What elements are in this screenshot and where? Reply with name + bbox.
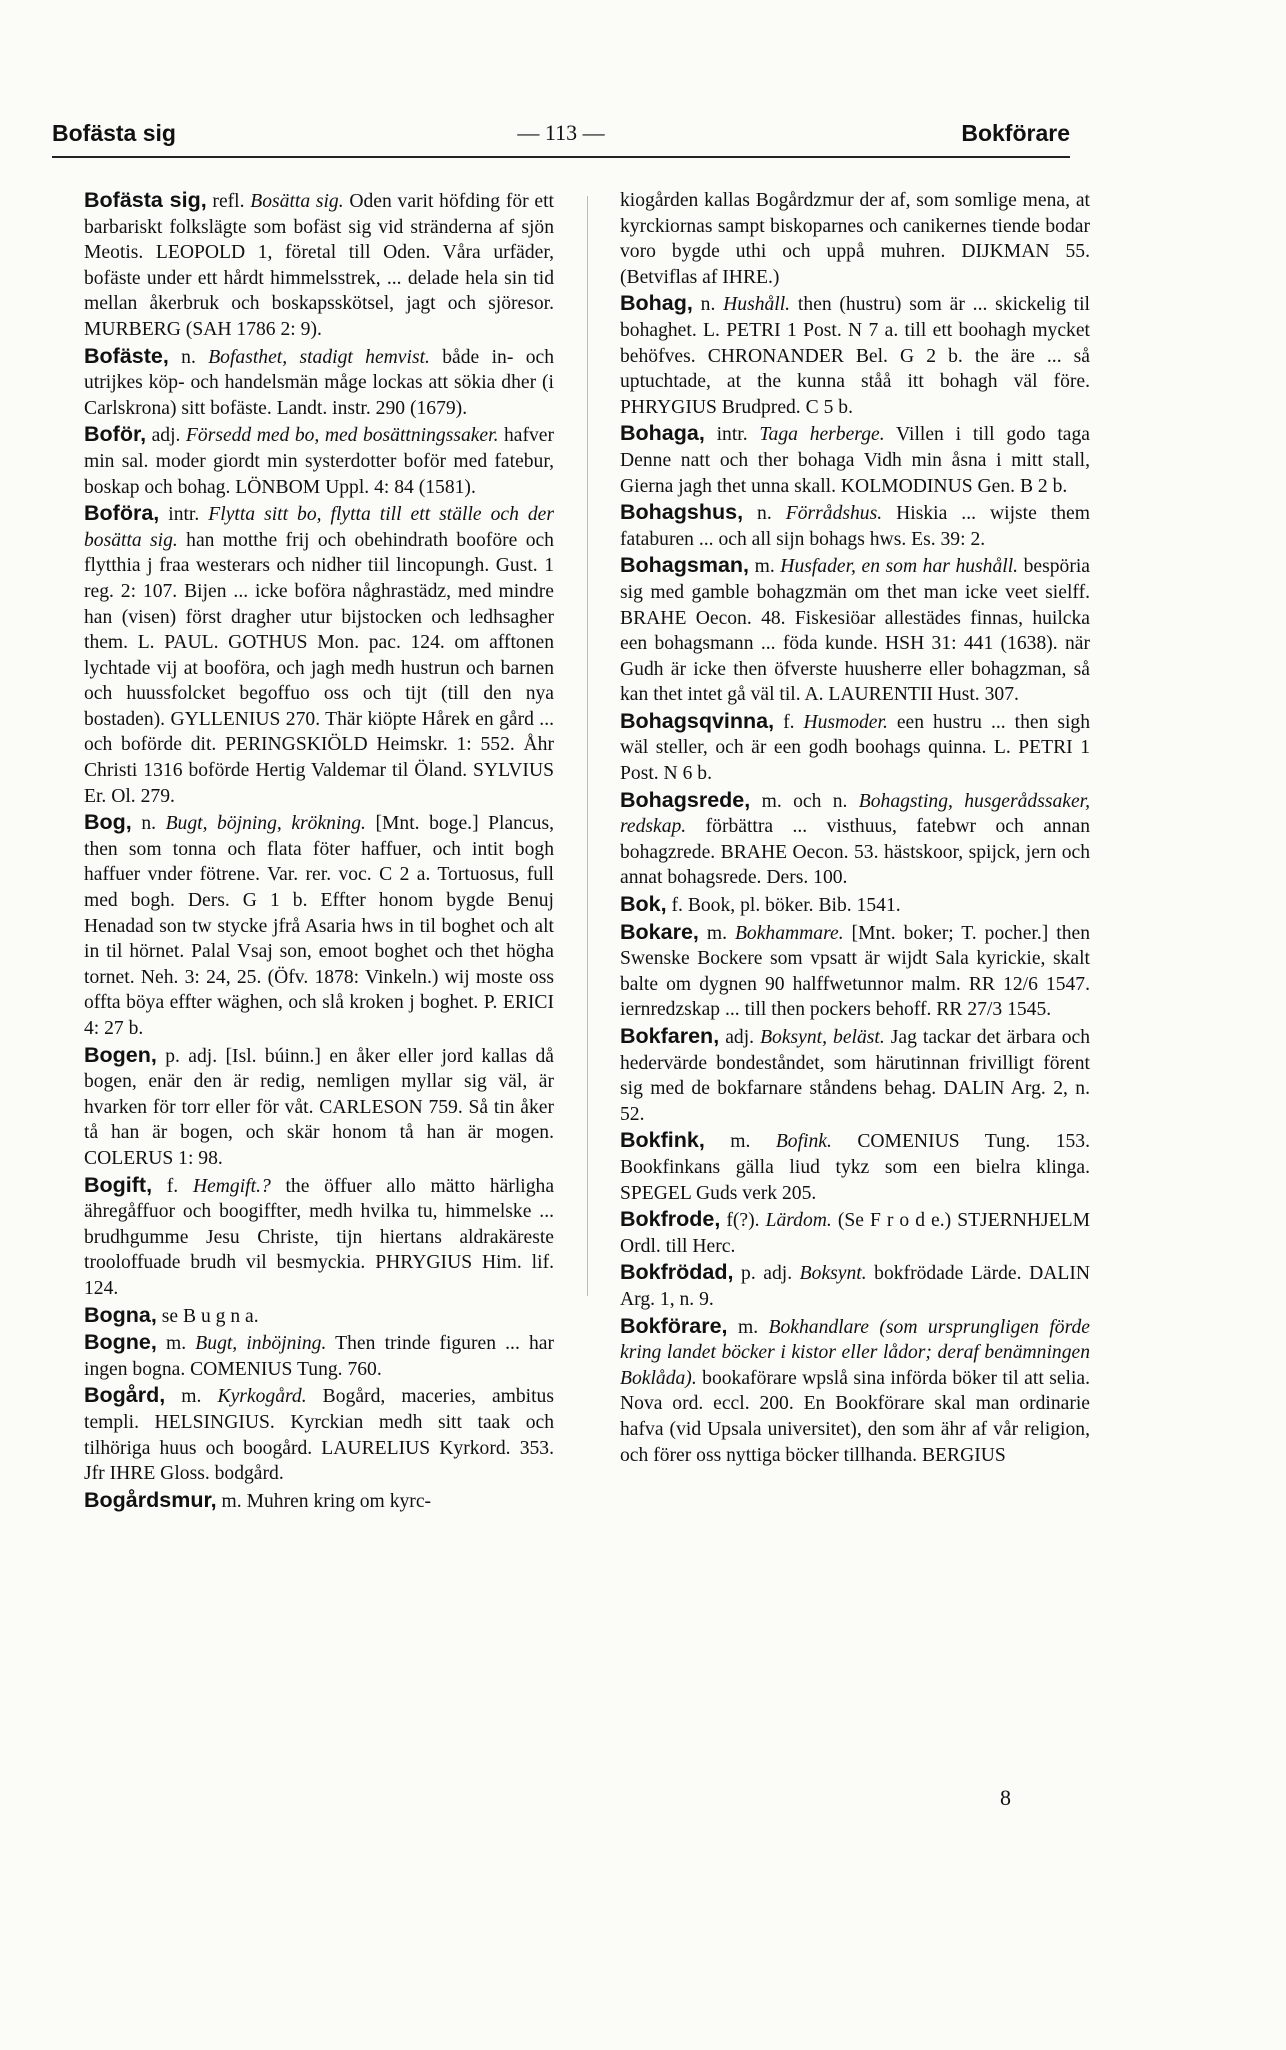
entry-citations: han motthe frij och obehindrath booföre och flytthia j fraa westerars och nidher tiil lincopungh. Gust. 1 reg. 2: 107. Bijen ... icke boföra någhrastädz, med mindre han (visen) först dragher utur bijstocken och ledhsagher them. L. PAUL. GOTHUS Mon. pac. 124. om afftonen lychtade vij at booföra, och jagh medh hustrun och barnen och huussfolcket begoffuo oss och tijt (till den nya bostaden). GYLLENIUS 270. Thär kiöpte Hårek en gård ... och boförde dit. PERINGSKIÖLD Heimskr. 1: 552. Åhr Christi 1316 boförde Hertig Valdemar til Öland. SYLVIUS Er. Ol. 279.	[84, 529, 554, 807]
entry-headword: Bok,	[620, 892, 667, 917]
entry-grammar: m.	[156, 1333, 187, 1355]
dictionary-entry	[620, 553, 1090, 708]
sheet-signature-number: 8	[1000, 1785, 1011, 1810]
entry-grammar: m.	[698, 922, 727, 944]
entry-citations: Hiskia ... wijste them fataburen ... och all sijn bohags hws. Es. 39: 2.	[620, 503, 1090, 550]
entry-headword: Bokförare,	[620, 1313, 728, 1338]
entry-headword: Boför,	[84, 422, 147, 447]
entry-continuation: kiogården kallas Bogårdzmur der af, som somlige mena, at kyrckiornas sampt biskoparnes och canikernes tiende bodar voro bygde uthi och uppå muhren. DIJKMAN 55. (Betviflas af IHRE.)	[620, 190, 1090, 288]
entry-definition: Taga herberge.	[747, 424, 885, 446]
entry-grammar: se	[156, 1305, 179, 1327]
entry-grammar: m. och n.	[750, 790, 848, 812]
entry-headword: Bokare,	[620, 919, 699, 944]
entry-grammar: f.	[666, 895, 683, 917]
running-head-last-word: Bokförare	[961, 120, 1070, 146]
entry-grammar: m.	[165, 1386, 202, 1408]
entry-citations: Villen i till godo taga Denne natt och ther bohaga Vidh min åsna i mitt stall, Gierna jagh thet unna skall. KOLMODINUS Gen. B 2 b.	[620, 424, 1090, 497]
entry-grammar: n.	[743, 503, 772, 525]
entry-grammar: p. adj.	[156, 1045, 218, 1067]
entry-headword: Bokfrode,	[620, 1207, 721, 1232]
entry-citations: COMENIUS Tung. 153. Bookfinkans gälla liud tykz som een bielra klinga. SPEGEL Guds verk 205.	[620, 1131, 1091, 1204]
entry-citations: Book, pl. böker. Bib. 1541.	[682, 895, 901, 917]
entry-grammar: m.	[727, 1316, 759, 1338]
entry-citations: bookaförare wpslå sina införda böker til att selia. Nova ord. eccl. 200. En Bookförare skal man ordinarie hafva (vid Upsala universitet), den som ähr af vår religion, och förer oss nyttiga böcker tillhanda. BERGIUS	[620, 1367, 1090, 1466]
entry-grammar: refl.	[206, 191, 245, 212]
entry-headword: Bohag,	[620, 291, 693, 316]
page-number: — 113 —	[517, 120, 605, 145]
dictionary-entry	[620, 1207, 1090, 1259]
running-head-first-word: Bofästa sig	[52, 120, 176, 146]
entry-definition: Bosätta sig.	[244, 191, 344, 212]
entry-citations: Muhren kring om kyrc-	[241, 1490, 432, 1512]
entry-grammar: intr.	[704, 424, 748, 446]
entry-citations: een hustru ... then sigh wäl steller, och är een godh boohags quinna. L. PETRI 1 Post. N 6 b.	[620, 711, 1090, 785]
entry-citations: bespöria sig med gamble bohagzmän om thet man icke veet sielff. BRAHE Oecon. 48. Fiskesiöar allestädes finnas, huilcka een bohagsmann ... föda kunde. HSH 31: 441 (1638). när Gudh är icke then öfverste huusherre eller bohagzman, så kan thet intet gå väl til. A. LAURENTII Hust. 307.	[620, 556, 1090, 706]
entry-headword: Bofäste,	[84, 343, 169, 368]
entry-definition: Husfader, en som har hushåll.	[774, 556, 1019, 578]
entry-definition: Kyrkogård.	[201, 1386, 307, 1408]
dictionary-entry	[84, 1488, 554, 1515]
dictionary-entry	[620, 1128, 1090, 1206]
entry-grammar: m.	[216, 1490, 242, 1512]
running-head	[52, 116, 1070, 150]
dictionary-entry	[620, 1024, 1090, 1127]
entry-definition: Bokhandlare (som ursprungligen förde kring landet böcker i kistor eller lådor; deraf benämningen Boklåda).	[620, 1316, 1090, 1389]
entry-citations: Oden varit höfding för ett barbariskt folkslägte som bofäst sig vid stränderna af sjön Meotis. LEOPOLD 1, företal till Oden. Våra urfäder, bofäste under ett hårdt himmelsstrek, ... delade hela sin tid mellan åkerbruk och boskapsskötsel, jagt och sjöresor. MURBERG (SAH 1786 2: 9).	[84, 191, 554, 340]
dictionary-entry	[620, 1260, 1090, 1312]
entry-definition: Boksynt, beläst.	[754, 1027, 885, 1048]
entry-grammar: f.	[152, 1175, 179, 1197]
entry-headword: Bohagshus,	[620, 500, 744, 525]
entry-citations: både in- och utrijkes köp- och handelsmän måge lockas att sökia dher (i Carlskrona) sitt bofäste. Landt. instr. 290 (1679).	[84, 346, 554, 419]
entry-definition: Hemgift.?	[178, 1175, 271, 1197]
entry-definition: Försedd med bo, med bosättningssaker.	[180, 425, 499, 447]
entry-definition: Bokhammare.	[726, 922, 844, 944]
left-column	[84, 188, 554, 1515]
dictionary-entry	[84, 188, 554, 343]
dictionary-entry	[84, 1383, 554, 1486]
dictionary-entry	[620, 1314, 1090, 1469]
entry-citations: [Mnt. boge.] Plancus, then som tonna och flata föter haffuer, och intit bogh haffuer vnder fötrene. Var. rer. voc. C 2 a. Tortuosus, full med bogh. Ders. G 1 b. Effter honom bygde Benuj Henadad son tw stycke jfrå Asaria hws in til boghet och alt in til hörnet. Palal Vsaj son, emoot boghet och thet högha tornet. Neh. 3: 24, 25. (Öfv. 1878: Vinkeln.) wij moste oss offta böya effter wäghen, och slå kroken j boghet. P. ERICI 4: 27 b.	[84, 813, 554, 1039]
entry-grammar: m.	[704, 1131, 751, 1153]
entry-grammar: intr.	[159, 504, 200, 526]
entry-citations: B u g n a.	[178, 1305, 259, 1327]
dictionary-entry	[84, 422, 554, 500]
entry-grammar: adj.	[146, 425, 181, 447]
entry-definition: Flytta sitt bo, flytta till ett ställe och der bosätta sig.	[84, 504, 554, 551]
entry-citations: the öffuer allo mätto härligha ähregåffuor och boogiffter, medh hvilka tu, himmelske ... brudhgumme Jesu Christe, tijn hiertans aldrakäreste trooloffuade brudh vil besmyckia. PHRYGIUS Him. lif. 124.	[84, 1175, 555, 1299]
dictionary-entry	[620, 920, 1090, 1023]
dictionary-entry	[84, 1173, 554, 1302]
entry-definition: Bofink.	[750, 1131, 832, 1153]
entry-grammar: p. adj.	[733, 1263, 793, 1285]
entry-headword: Bogift,	[84, 1172, 153, 1197]
entry-headword: Bogårdsmur,	[84, 1487, 217, 1512]
entry-headword: Bohagsman,	[620, 553, 750, 578]
entry-citations: (Se F r o d e.) STJERNHJELM Ordl. till Herc.	[620, 1210, 1091, 1257]
dictionary-entry	[84, 810, 554, 1041]
entry-headword: Bohaga,	[620, 421, 705, 446]
dictionary-entry	[620, 291, 1090, 420]
entry-headword: Bokfrödad,	[620, 1260, 734, 1285]
dictionary-entry	[620, 421, 1090, 499]
entry-citations: then (hustru) som är ... skickelig til bohaghet. L. PETRI 1 Post. N 7 a. till ett boohagh mycket behöfves. CHRONANDER Bel. G 2 b. the äre ... så uptuchtade, at the kunna ståå itt bohagh väl före. PHRYGIUS Brudpred. C 5 b.	[620, 294, 1091, 418]
entry-definition: Husmoder.	[794, 711, 888, 733]
entry-headword: Bokfaren,	[620, 1024, 720, 1048]
dictionary-entry	[620, 892, 1090, 919]
entry-citations: förbättra ... visthuus, fatebwr och annan bohagzrede. BRAHE Oecon. 53. hästskoor, spijck, jern och annat bohagsrede. Ders. 100.	[620, 816, 1090, 889]
entry-citations: [Mnt. boker; T. pocher.] then Swenske Bockere som vpsatt är wijdt Sala kyrickie, skalt balte om dygnen 90 halffwetunnor malm. RR 12/6 1547. iernredzskap ... till then pockers behoff. RR 27/3 1545.	[620, 922, 1090, 1021]
entry-citations: hafver min sal. moder giordt min systerdotter boför med fatebur, boskap och bohag. LÖNBOM Uppl. 4: 84 (1581).	[84, 425, 555, 498]
dictionary-entry	[84, 501, 554, 809]
entry-definition: Bugt, inböjning.	[186, 1333, 327, 1355]
entry-citations: [Isl. búinn.] en åker eller jord kallas då bogen, enär den är redig, nemligen myllar sig väl, är hvarken för torr eller för våt. CARLESON 759. Så tin åker tå han är bogen, och skär honom tå han är mogen. COLERUS 1: 98.	[84, 1045, 554, 1169]
entry-definition: Bofasthet, stadigt hemvist.	[195, 346, 430, 368]
entry-headword: Bohagsqvinna,	[620, 708, 775, 733]
entry-headword: Bog,	[84, 810, 132, 835]
entry-grammar: f(?).	[720, 1210, 760, 1232]
entry-definition: Bohagsting, husgerådssaker, redskap.	[620, 790, 1090, 838]
entry-grammar: adj.	[719, 1027, 755, 1048]
entry-definition: Boksynt.	[792, 1263, 867, 1285]
entry-citations: Jag tackar det ärbara och hedervärde bondeståndet, som härutinnan frivilligt förent sig med de bokfarnare ståndens behag. DALIN Arg. 2, n. 52.	[620, 1027, 1091, 1125]
entry-headword: Bogne,	[84, 1330, 157, 1355]
entry-definition: Hushåll.	[715, 294, 791, 316]
entry-headword: Boföra,	[84, 501, 160, 526]
entry-grammar: n.	[168, 346, 196, 368]
entry-grammar: f.	[774, 711, 795, 733]
entry-definition: Lärdom.	[759, 1210, 832, 1232]
header-rule	[52, 156, 1070, 158]
dictionary-entry	[84, 344, 554, 422]
dictionary-entry	[620, 500, 1090, 552]
entry-grammar: m.	[749, 556, 775, 578]
entry-headword: Bohagsrede,	[620, 787, 751, 812]
entry-grammar: n.	[692, 294, 716, 316]
entry-citations: bokfrödade Lärde. DALIN Arg. 1, n. 9.	[620, 1263, 1091, 1310]
right-column	[620, 188, 1090, 1469]
dictionary-entry	[84, 1043, 554, 1172]
entry-citations: Then trinde figuren ... har ingen bogna. COMENIUS Tung. 760.	[84, 1333, 554, 1380]
entry-headword: Bofästa sig,	[84, 188, 207, 212]
dictionary-entry	[84, 1330, 554, 1382]
entry-headword: Bogna,	[84, 1302, 157, 1327]
dictionary-entry	[84, 1303, 554, 1330]
entry-definition: Bugt, böjning, krökning.	[156, 813, 366, 835]
entry-headword: Bogen,	[84, 1042, 157, 1067]
column-divider	[587, 196, 588, 1296]
entry-headword: Bogård,	[84, 1383, 166, 1408]
dictionary-entry	[620, 709, 1090, 787]
entry-citations: Bogård, maceries, ambitus templi. HELSINGIUS. Kyrckian medh sitt taak och tilhöriga huus och boogård. LAURELIUS Kyrkord. 353. Jfr IHRE Gloss. bodgård.	[84, 1386, 554, 1485]
dictionary-entry	[620, 788, 1090, 891]
entry-definition: Förrådshus.	[771, 503, 883, 525]
entry-grammar: n.	[131, 813, 157, 835]
entry-headword: Bokfink,	[620, 1128, 705, 1153]
